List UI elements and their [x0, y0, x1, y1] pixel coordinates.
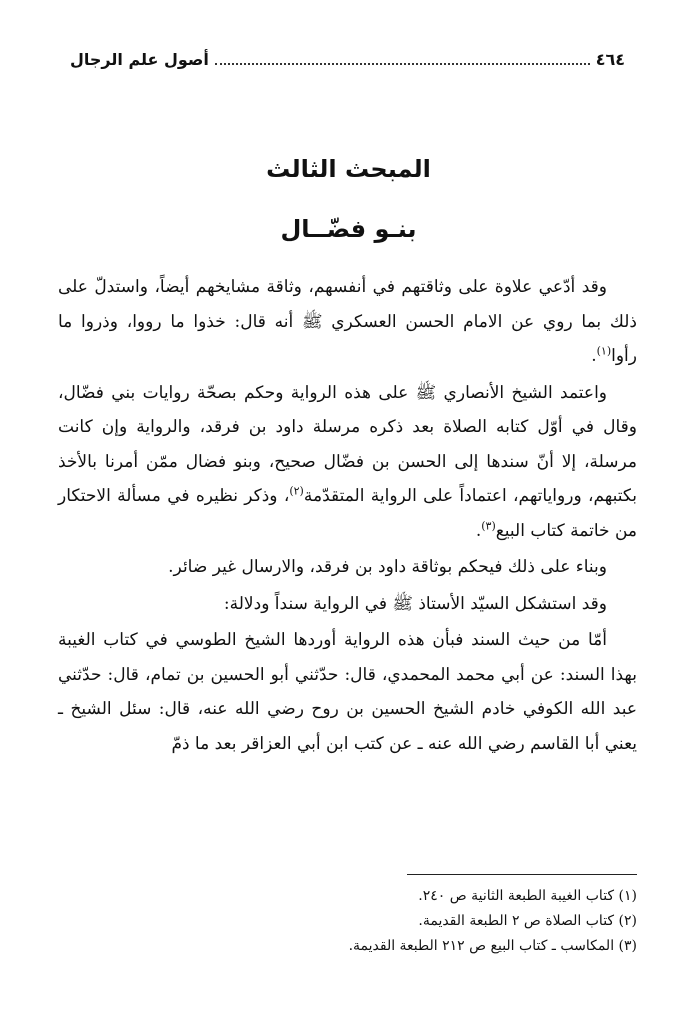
- paragraph-text-tail: ، وذكر نظيره في مسألة الاحتكار من خاتمة كتاب البيع: [58, 486, 637, 541]
- body-text: [58, 270, 637, 763]
- paragraph: [58, 623, 637, 761]
- running-header: [70, 50, 625, 69]
- footnote-marker: (٣): [481, 518, 496, 532]
- book-title: أصول علم الرجال: [70, 50, 209, 69]
- footnote-separator: [407, 874, 637, 875]
- footnote-marker: (٢): [289, 484, 304, 498]
- paragraph-text: واعتمد الشيخ الأنصاري ﷺ على هذه الرواية وحكم بصحّة روايات بني فضّال، وقال في أوّل كتابه الصلاة بعد ذكره مرسلة داود بن فرقد، والرواية وإن كانت مرسلة، إلا أنّ سندها إلى الحسن بن فضّال صحيح، وبنو فضال ممّن أمرنا بالأخذ بكتبهم، ورواياتهم، اعتماداً على الرواية المتقدّمة: [58, 382, 637, 506]
- footnote: (٣) المكاسب ـ كتاب البيع ص ٢١٢ الطبعة القديمة.: [348, 938, 637, 954]
- section-subheading: بنـو فضّــال: [280, 215, 417, 243]
- paragraph-text: وقد استشكل السيّد الأستاذ ﷺ في الرواية سنداً ودلالة:: [223, 593, 607, 614]
- paragraph: [58, 550, 637, 585]
- footnotes: [58, 884, 637, 959]
- paragraph: [58, 270, 637, 374]
- header-dotted-leader: [215, 53, 590, 65]
- footnote-marker: (١): [596, 344, 612, 358]
- footnote: (٢) كتاب الصلاة ص ٢ الطبعة القديمة.: [418, 913, 637, 929]
- paragraph-text-tail: .: [591, 346, 597, 366]
- paragraph: [58, 587, 637, 622]
- paragraph-text: أمّا من حيث السند فبأن هذه الرواية أوردها الشيخ الطوسي في كتاب الغيبة بهذا السند: عن أبي محمد المحمدي، قال: حدّثني أبو الحسين بن تمام، قال: حدّثني عبد الله الكوفي خادم الشيخ الحسين بن روح رضي الله عنه، قال: سئل الشيخ ـ يعني أبا القاسم رضي الله عنه ـ عن كتب ابن أبي العزاقر بعد ما ذمّ: [58, 630, 637, 754]
- footnote: (١) كتاب الغيبة الطبعة الثانية ص ٢٤٠.: [418, 888, 637, 904]
- section-heading: المبحث الثالث: [266, 155, 431, 183]
- page-number: ٤٦٤: [595, 50, 625, 69]
- paragraph: [58, 376, 637, 549]
- paragraph-text: وبناء على ذلك فيحكم بوثاقة داود بن فرقد، والارسال غير ضائر.: [168, 557, 607, 577]
- paragraph-text-tail: .: [475, 520, 482, 541]
- paragraph-text: وقد أدّعي علاوة على وثاقتهم في أنفسهم، وثاقة مشايخهم أيضاً، واستدلّ على ذلك بما روي عن الامام الحسن العسكري ﷺ أنه قال: خذوا ما رووا، وذروا ما رأوا: [58, 277, 637, 366]
